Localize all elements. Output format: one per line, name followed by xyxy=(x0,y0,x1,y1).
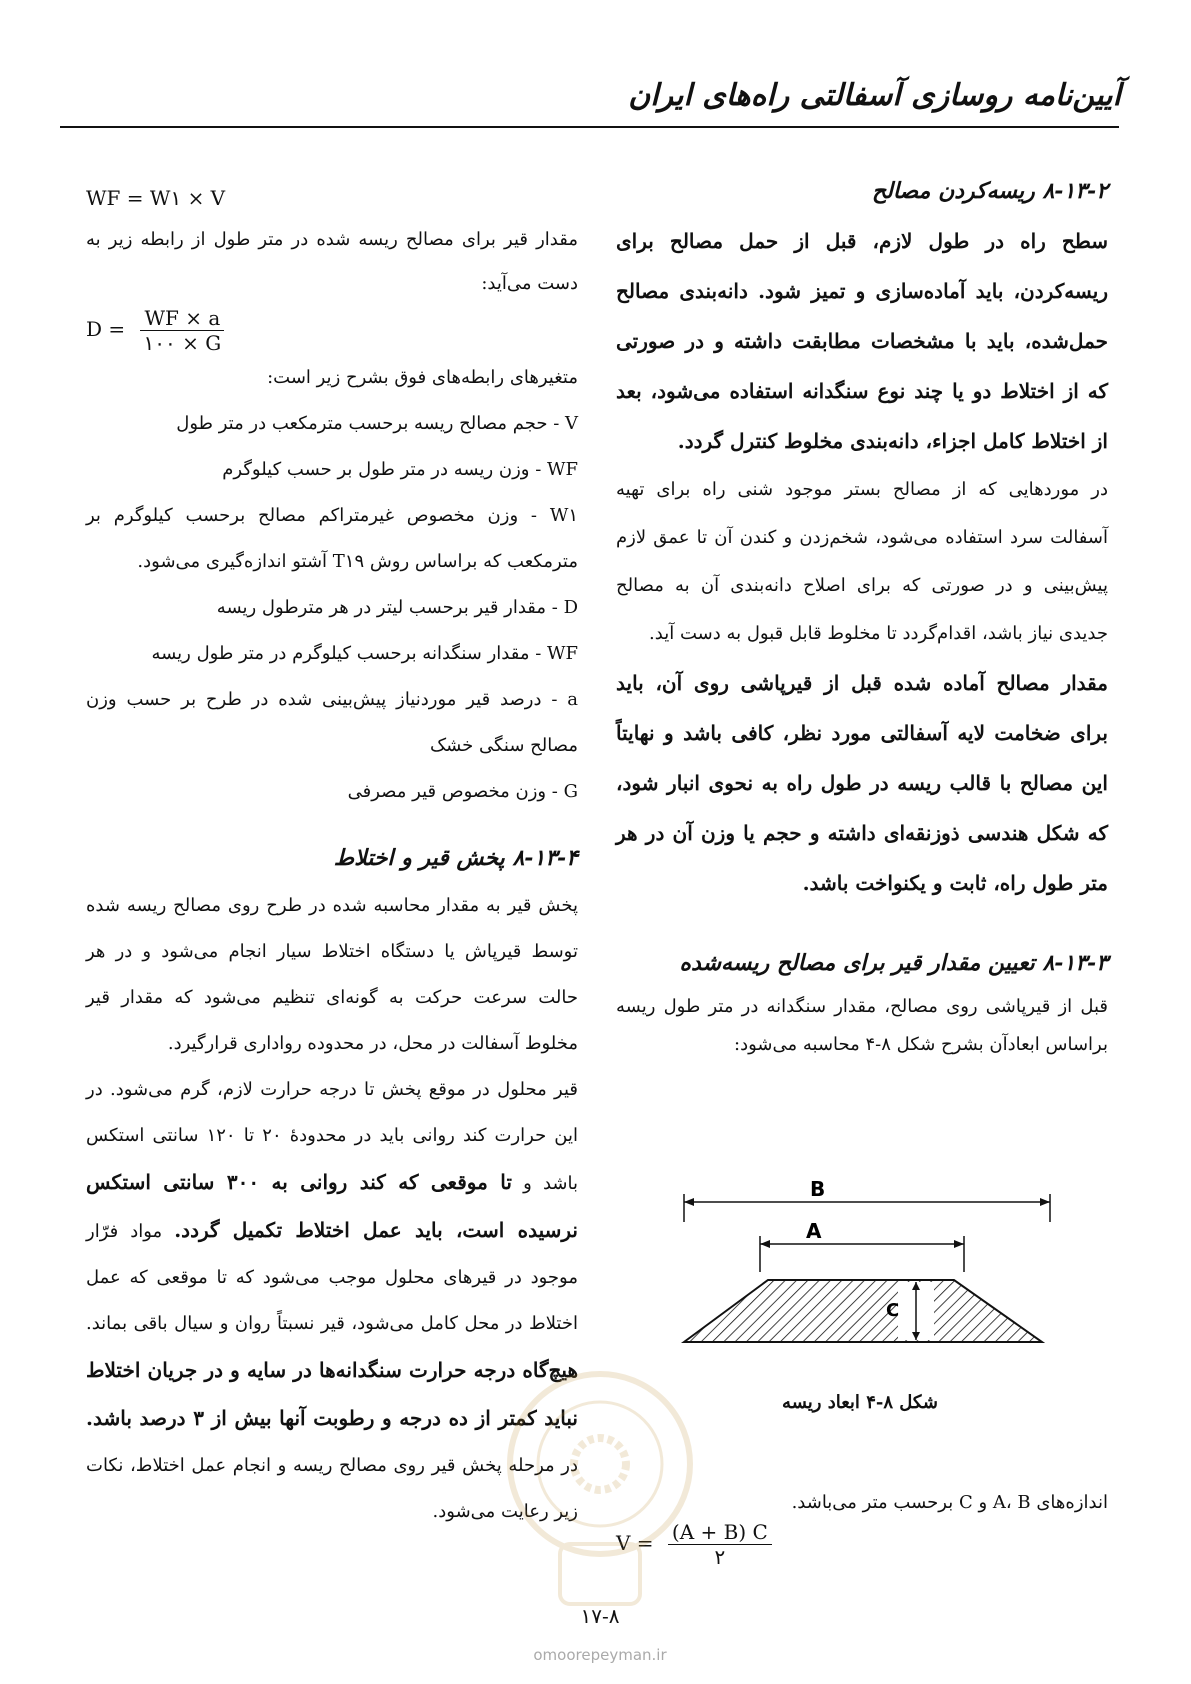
volume-equation-denominator: ۲ xyxy=(714,1545,726,1569)
page-number: ۱۷-۸ xyxy=(580,1604,620,1628)
figure-label-c: C xyxy=(886,1300,900,1321)
section-8-13-2-paragraph-1: سطح راه در طول لازم، قبل از حمل مصالح برای ریسه‌کردن، باید آماده‌سازی و تمیز شود. دانه‌بندی مصالح حمل‌شده، باید با مشخصات مطابقت داشته و در صورتی که از اختلاط دو یا چند نوع سنگدانه استفاده می‌شود، بعد از اختلاط کامل اجزاء، دانه‌بندی مخلوط کنترل گردد. xyxy=(616,229,1108,453)
equation-d xyxy=(86,306,578,355)
variable-v: V - حجم مصالح ریسه برحسب مترمکعب در متر طول xyxy=(176,413,578,434)
section-8-13-4-paragraph-1: پخش قیر به مقدار محاسبه شده در طرح روی مصالح ریسه شده توسط قیرپاش یا دستگاه اختلاط سیار انجام می‌شود و در هر حالت سرعت حرکت به گونه‌ای تنظیم می‌شود که مقدار قیر مخلوط آسفالت در محل، در محدوده رواداری قرارگیرد. xyxy=(86,895,578,1054)
section-8-13-4-title: ۸-۱۳-۴ پخش قیر و اختلاط xyxy=(333,845,578,871)
section-8-13-2-title: ۸-۱۳-۲ ریسه‌کردن مصالح xyxy=(871,178,1108,204)
figure-caption: شکل ۸-۴ ابعاد ریسه xyxy=(782,1392,938,1413)
paragraph-2-part-d: هیچ‌گاه درجه حرارت سنگدانه‌ها در سایه و در جریان اختلاط نباید کمتر از ده درجه و رطوبت آنها بیش از ۳ درصد باشد. xyxy=(86,1358,578,1430)
paragraph-2-part-c: مواد فرّار موجود در قیرهای محلول موجب می‌شود که تا موقعی که عمل اختلاط در محل کامل می‌شود، قیر نسبتاً روان و سیال باقی بماند. xyxy=(86,1221,578,1334)
variable-wf: WF - وزن ریسه در متر طول بر حسب کیلوگرم xyxy=(222,459,578,480)
variable-g: G - وزن مخصوص قیر مصرفی xyxy=(347,781,578,802)
running-head-title: آیین‌نامه روسازی آسفالتی راه‌های ایران xyxy=(628,78,1121,113)
left-column xyxy=(86,178,578,1535)
variable-wf-aggregate: WF - مقدار سنگدانه برحسب کیلوگرم در متر طول ریسه xyxy=(151,643,578,664)
paragraph-2-part-e: در مرحله پخش قیر روی مصالح ریسه و انجام عمل اختلاط، نکات زیر رعایت می‌شود. xyxy=(86,1455,578,1522)
figure-label-a: A xyxy=(806,1219,822,1243)
section-8-13-2-paragraph-2: در موردهایی که از مصالح بستر موجود شنی راه برای تهیه آسفالت سرد استفاده می‌شود، شخم‌زدن و کندن آن تا عمق لازم پیش‌بینی و در صورتی که برای اصلاح دانه‌بندی آن به مصالح جدیدی نیاز باشد، اقدام‌گردد تا مخلوط قابل قبول به دست آید. xyxy=(616,479,1108,644)
header-rule xyxy=(60,126,1119,128)
equation-d-lhs: D = xyxy=(86,317,126,341)
equation-d-denominator: ۱۰۰ × G xyxy=(143,331,222,355)
equation-wf: WF = W۱ × V xyxy=(86,186,226,210)
publisher-seal-watermark xyxy=(500,1344,700,1624)
paragraph-2-part-b: تا موقعی که کند روانی به ۳۰۰ سانتی استکس نرسیده است، باید عمل اختلاط تکمیل گردد. xyxy=(86,1170,578,1242)
figure-label-b: B xyxy=(810,1178,826,1201)
variable-d: D - مقدار قیر برحسب لیتر در هر مترطول ریسه xyxy=(216,597,578,618)
variables-intro: متغیرهای رابطه‌های فوق بشرح زیر است: xyxy=(267,367,578,388)
variable-w1: W۱ - وزن مخصوص غیرمتراکم مصالح برحسب کیلوگرم بر مترمکعب که براساس روش T۱۹ آشتو اندازه‌گیری می‌شود. xyxy=(86,505,578,572)
volume-equation-lhs: V = xyxy=(616,1531,654,1555)
binder-quantity-intro: مقدار قیر برای مصالح ریسه شده در متر طول از رابطه زیر به دست می‌آید: xyxy=(86,229,578,294)
section-8-13-3-title: ۸-۱۳-۳ تعیین مقدار قیر برای مصالح ریسه‌شده xyxy=(679,950,1108,976)
equation-d-numerator: WF × a xyxy=(140,306,224,331)
section-8-13-2-paragraph-3: مقدار مصالح آماده شده قبل از قیرپاشی روی آن، باید برای ضخامت لایه آسفالتی مورد نظر، کافی باشد و نهایتاً این مصالح با قالب ریسه در طول راه به نحوی انبار شود، که شکل هندسی ذوزنقه‌ای داشته و حجم یا وزن آن در هر متر طول راه، ثابت و یکنواخت باشد. xyxy=(616,671,1108,895)
variable-a: a - درصد قیر موردنیاز پیش‌بینی شده در طرح بر حسب وزن مصالح سنگی خشک xyxy=(86,689,578,756)
volume-equation-numerator: (A + B) C xyxy=(668,1520,772,1545)
section-8-13-3-paragraph: قبل از قیرپاشی روی مصالح، مقدار سنگدانه در متر طول ریسه براساس ابعادآن بشرح شکل ۸-۴ محاسبه می‌شود: xyxy=(616,996,1108,1055)
watermark-url: omoorepeyman.ir xyxy=(533,1646,667,1664)
windrow-dimensions-figure xyxy=(672,1178,1062,1356)
dimensions-note: اندازه‌های A، B و C برحسب متر می‌باشد. xyxy=(791,1492,1108,1513)
right-column xyxy=(616,178,1108,1064)
paragraph-2-part-a: قیر محلول در موقع پخش تا درجه حرارت لازم، گرم می‌شود. در این حرارت کند روانی باید در محدودهٔ ۲۰ تا ۱۲۰ سانتی استکس باشد و xyxy=(86,1079,578,1194)
